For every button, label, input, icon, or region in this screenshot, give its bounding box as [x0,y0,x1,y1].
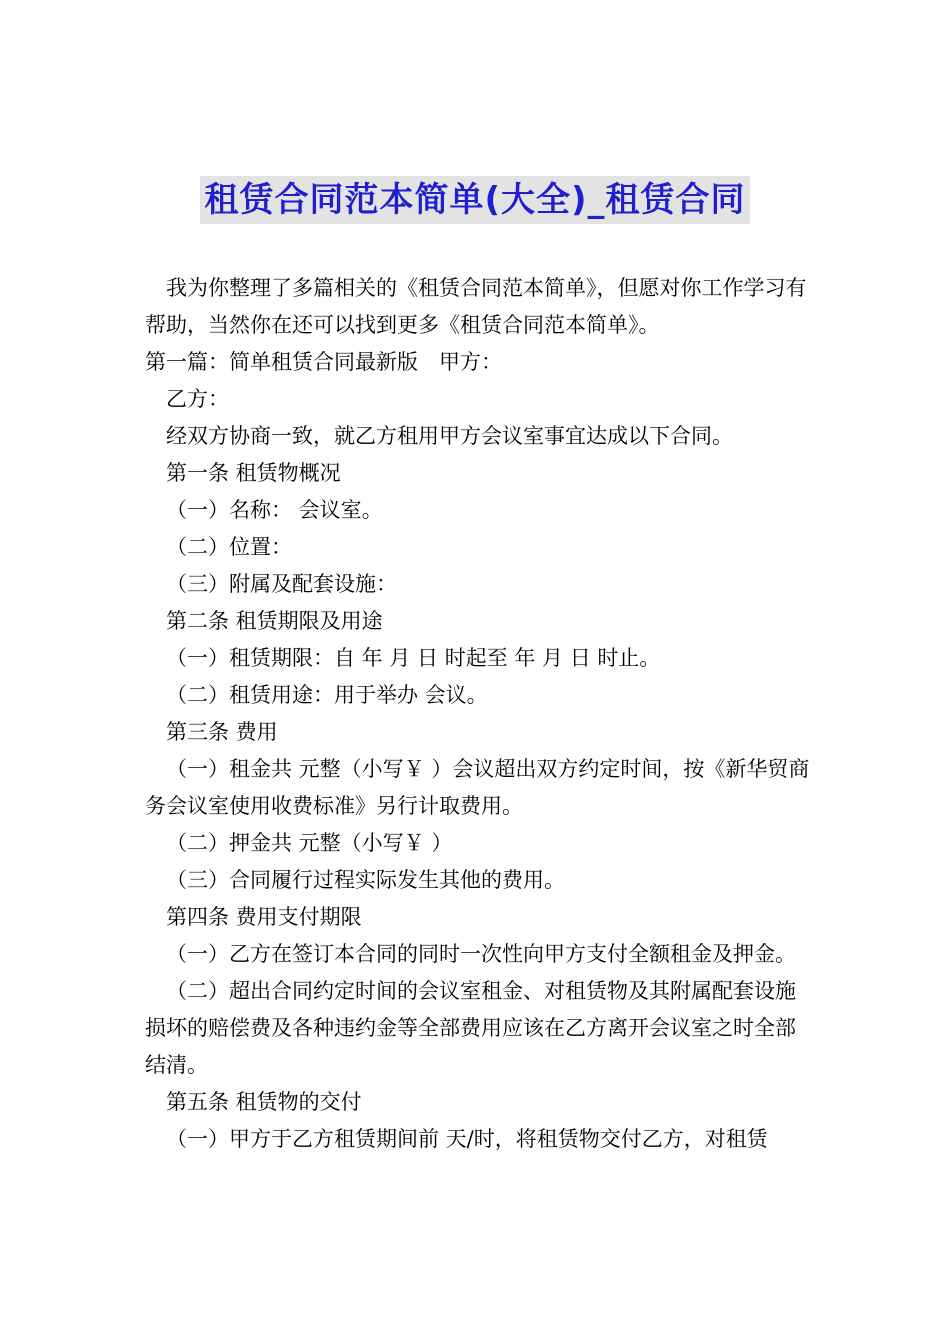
article-four-item-2: （二）超出合同约定时间的会议室租金、对租赁物及其附属配套设施损坏的赔偿费及各种违约金等全部费用应该在乙方离开会议室之时全部结清。 [145,979,796,1077]
article-two-heading: 第二条 租赁期限及用途 [166,609,383,633]
article-three-heading: 第三条 费用 [166,720,278,744]
article-two-item-2: （二）租赁用途：用于举办 会议。 [166,683,488,707]
article-three-item-1: （一）租金共 元整（小写￥ ）会议超出双方约定时间，按《新华贸商务会议室使用收费标准》另行计取费用。 [145,757,810,818]
article-one-item-1: （一）名称： 会议室。 [166,498,383,522]
title-container [0,176,950,224]
article-two-item-1: （一）租赁期限：自 年 月 日 时起至 年 月 日 时止。 [166,646,661,670]
article-four-heading: 第四条 费用支付期限 [166,905,362,929]
document-title: 租赁合同范本简单(大全)_租赁合同 [200,176,749,224]
article-one-item-2: （二）位置： [166,535,292,559]
article-three-item-3: （三）合同履行过程实际发生其他的费用。 [166,868,565,892]
paragraph-agreement: 经双方协商一致，就乙方租用甲方会议室事宜达成以下合同。 [166,424,733,448]
article-one-heading: 第一条 租赁物概况 [166,461,341,485]
article-five-heading: 第五条 租赁物的交付 [166,1090,362,1114]
document-body [145,270,810,1158]
article-four-item-1: （一）乙方在签订本合同的同时一次性向甲方支付全额租金及押金。 [166,942,796,966]
article-five-item-1: （一）甲方于乙方租赁期间前 天/时，将租赁物交付乙方，对租赁 [166,1127,768,1151]
article-one-item-3: （三）附属及配套设施： [166,572,397,596]
article-three-item-2: （二）押金共 元整（小写￥ ） [166,831,453,855]
paragraph-intro: 我为你整理了多篇相关的《租赁合同范本简单》，但愿对你工作学习有帮助，当然你在还可以找到更多《租赁合同范本简单》。 [145,276,807,337]
paragraph-chapter-one: 第一篇：简单租赁合同最新版 甲方： [145,350,502,374]
paragraph-party-b: 乙方： [166,387,229,411]
